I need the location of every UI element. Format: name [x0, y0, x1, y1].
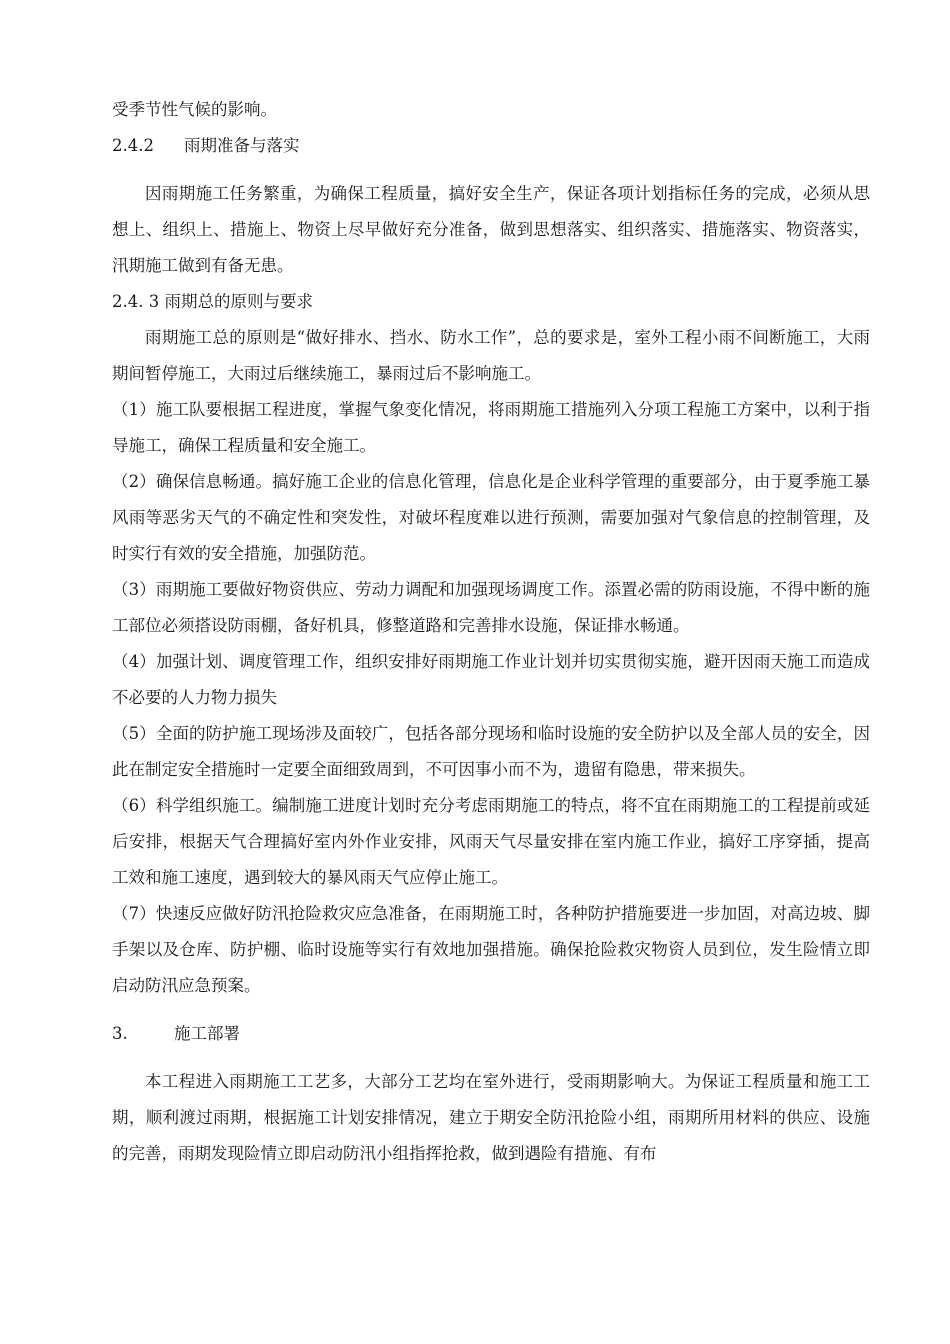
section-2-4-3-heading: 2.4. 3 雨期总的原则与要求	[112, 292, 313, 311]
section-3-title: 施工部署	[174, 1024, 240, 1043]
section-2-4-3-paragraph: 雨期施工总的原则是“做好排水、挡水、防水工作”，总的要求是，室外工程小雨不间断施工，大雨期间暂停施工，大雨过后继续施工，暴雨过后不影响施工。	[112, 328, 870, 383]
section-3-heading	[112, 1016, 870, 1052]
list-item: （2）确保信息畅通。搞好施工企业的信息化管理，信息化是企业科学管理的重要部分，由于夏季施工暴风雨等恶劣天气的不确定性和突发性，对破坏程度难以进行预测，需要加强对气象信息的控制管理，及时实行有效的安全措施，加强防范。	[112, 472, 870, 563]
list-item: （6）科学组织施工。编制施工进度计划时充分考虑雨期施工的特点，将不宜在雨期施工的工程提前或延后安排，根据天气合理搞好室内外作业安排，风雨天气尽量安排在室内施工作业，搞好工序穿插，提高工效和施工速度，遇到较大的暴风雨天气应停止施工。	[112, 796, 870, 887]
list-item: （5）全面的防护施工现场涉及面较广，包括各部分现场和临时设施的安全防护以及全部人员的安全，因此在制定安全措施时一定要全面细致周到，不可因事小而不为，遗留有隐患，带来损失。	[112, 724, 870, 779]
section-2-4-2-title: 雨期准备与落实	[184, 136, 300, 155]
section-2-4-2-paragraph: 因雨期施工任务繁重，为确保工程质量，搞好安全生产，保证各项计划指标任务的完成，必须从思想上、组织上、措施上、物资上尽早做好充分准备，做到思想落实、组织落实、措施落实、物资落实，汛期施工做到有备无患。	[112, 184, 870, 275]
document-body	[112, 92, 870, 1172]
list-item: （4）加强计划、调度管理工作，组织安排好雨期施工作业计划并切实贯彻实施，避开因雨天施工而造成不必要的人力物力损失	[112, 652, 870, 707]
list-item: （7）快速反应做好防汛抢险救灾应急准备，在雨期施工时，各种防护措施要进一步加固，对高边坡、脚手架以及仓库、防护棚、临时设施等实行有效地加强措施。确保抢险救灾物资人员到位，发生险情立即启动防汛应急预案。	[112, 904, 870, 995]
list-item: （3）雨期施工要做好物资供应、劳动力调配和加强现场调度工作。添置必需的防雨设施，不得中断的施工部位必须搭设防雨棚，备好机具，修整道路和完善排水设施，保证排水畅通。	[112, 580, 870, 635]
section-2-4-2-number: 2.4.2	[112, 136, 154, 155]
section-2-4-2-heading	[112, 128, 870, 164]
intro-line: 受季节性气候的影响。	[112, 100, 277, 119]
list-item: （1）施工队要根据工程进度，掌握气象变化情况，将雨期施工措施列入分项工程施工方案中，以利于指导施工，确保工程质量和安全施工。	[112, 400, 870, 455]
section-3-paragraph: 本工程进入雨期施工工艺多，大部分工艺均在室外进行，受雨期影响大。为保证工程质量和施工工期，顺利渡过雨期，根据施工计划安排情况，建立于期安全防汛抢险小组，雨期所用材料的供应、设施的完善，雨期发现险情立即启动防汛小组指挥抢救，做到遇险有措施、有布	[112, 1072, 870, 1163]
section-3-number: 3.	[112, 1024, 128, 1043]
